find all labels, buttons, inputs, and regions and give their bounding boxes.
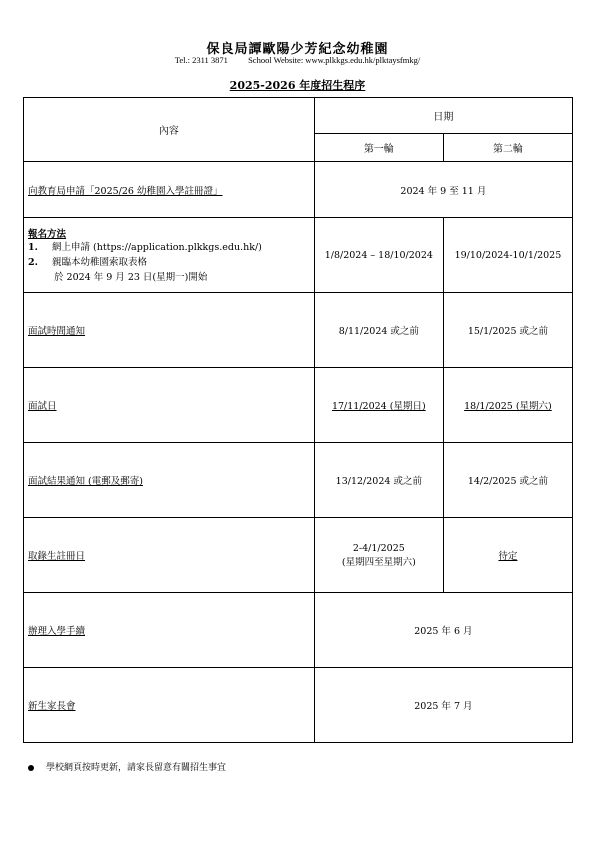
row-item-interview-notice: 面試時間通知 bbox=[24, 293, 315, 368]
header-date: 日期 bbox=[314, 98, 572, 134]
table-header-row bbox=[24, 98, 573, 134]
table-row bbox=[24, 368, 573, 443]
row-round1-interview-notice: 8/11/2024 或之前 bbox=[314, 293, 443, 368]
method-in-person: 2. 親臨本幼稚園索取表格 bbox=[28, 256, 148, 268]
document-title-text: 2025-2026 年度招生程序 bbox=[229, 79, 366, 92]
row-round1-result-notice: 13/12/2024 或之前 bbox=[314, 443, 443, 518]
registration-day-dates: 2-4/1/2025 bbox=[352, 542, 405, 554]
row-round2-registration-day: 待定 bbox=[443, 518, 572, 593]
row-item-interview-day: 面試日 bbox=[24, 368, 315, 443]
table-row bbox=[24, 162, 573, 218]
row-round2-result-notice: 14/2/2025 或之前 bbox=[443, 443, 572, 518]
row-round2-application: 19/10/2024-10/1/2025 bbox=[443, 218, 572, 293]
footnote bbox=[28, 760, 226, 773]
header-content: 內容 bbox=[24, 98, 315, 162]
school-website: School Website: www.plkkgs.edu.hk/plktaysfmkg/ bbox=[248, 55, 421, 65]
school-contact bbox=[0, 55, 595, 65]
method-online: 1. 網上申請 (https://application.plkkgs.edu.hk/) bbox=[28, 241, 262, 253]
registration-day-weekdays: (星期四至星期六) bbox=[341, 556, 416, 568]
row-date-parents-meeting: 2025 年 7 月 bbox=[314, 668, 572, 743]
row-item-edb-registration: 向教育局申請「2025/26 幼稚園入學註冊證」 bbox=[24, 162, 315, 218]
document-title bbox=[0, 77, 595, 93]
table-row bbox=[24, 293, 573, 368]
header-round1: 第一輪 bbox=[314, 134, 443, 162]
school-tel: Tel.: 2311 3871 bbox=[174, 55, 228, 65]
row-round1-interview-day: 17/11/2024 (星期日) bbox=[314, 368, 443, 443]
row-item-parents-meeting: 新生家長會 bbox=[24, 668, 315, 743]
row-round1-registration-day bbox=[314, 518, 443, 593]
row-date-edb-registration: 2024 年 9 至 11 月 bbox=[314, 162, 572, 218]
footnote-text: 學校網頁按時更新，請家長留意有關招生事宜 bbox=[46, 763, 227, 773]
table-row bbox=[24, 518, 573, 593]
bullet-icon bbox=[28, 765, 34, 771]
row-date-admission-procedures: 2025 年 6 月 bbox=[314, 593, 572, 668]
admission-schedule-table bbox=[23, 97, 573, 743]
method-title: 報名方法 bbox=[28, 228, 67, 240]
row-item-result-notice: 面試結果通知 (電郵及郵寄) bbox=[24, 443, 315, 518]
row-item-admission-procedures: 辦理入學手續 bbox=[24, 593, 315, 668]
header-round2: 第二輪 bbox=[443, 134, 572, 162]
table-row bbox=[24, 668, 573, 743]
row-round1-application: 1/8/2024 – 18/10/2024 bbox=[314, 218, 443, 293]
method-start-date: 於 2024 年 9 月 23 日(星期一)開始 bbox=[54, 271, 208, 283]
row-round2-interview-notice: 15/1/2025 或之前 bbox=[443, 293, 572, 368]
table-row bbox=[24, 443, 573, 518]
school-name: 保良局譚歐陽少芳紀念幼稚園 bbox=[206, 42, 389, 57]
row-round2-interview-day: 18/1/2025 (星期六) bbox=[443, 368, 572, 443]
table-row bbox=[24, 218, 573, 293]
table-row bbox=[24, 593, 573, 668]
row-item-application-method bbox=[24, 218, 315, 293]
row-item-registration-day: 取錄生註冊日 bbox=[24, 518, 315, 593]
